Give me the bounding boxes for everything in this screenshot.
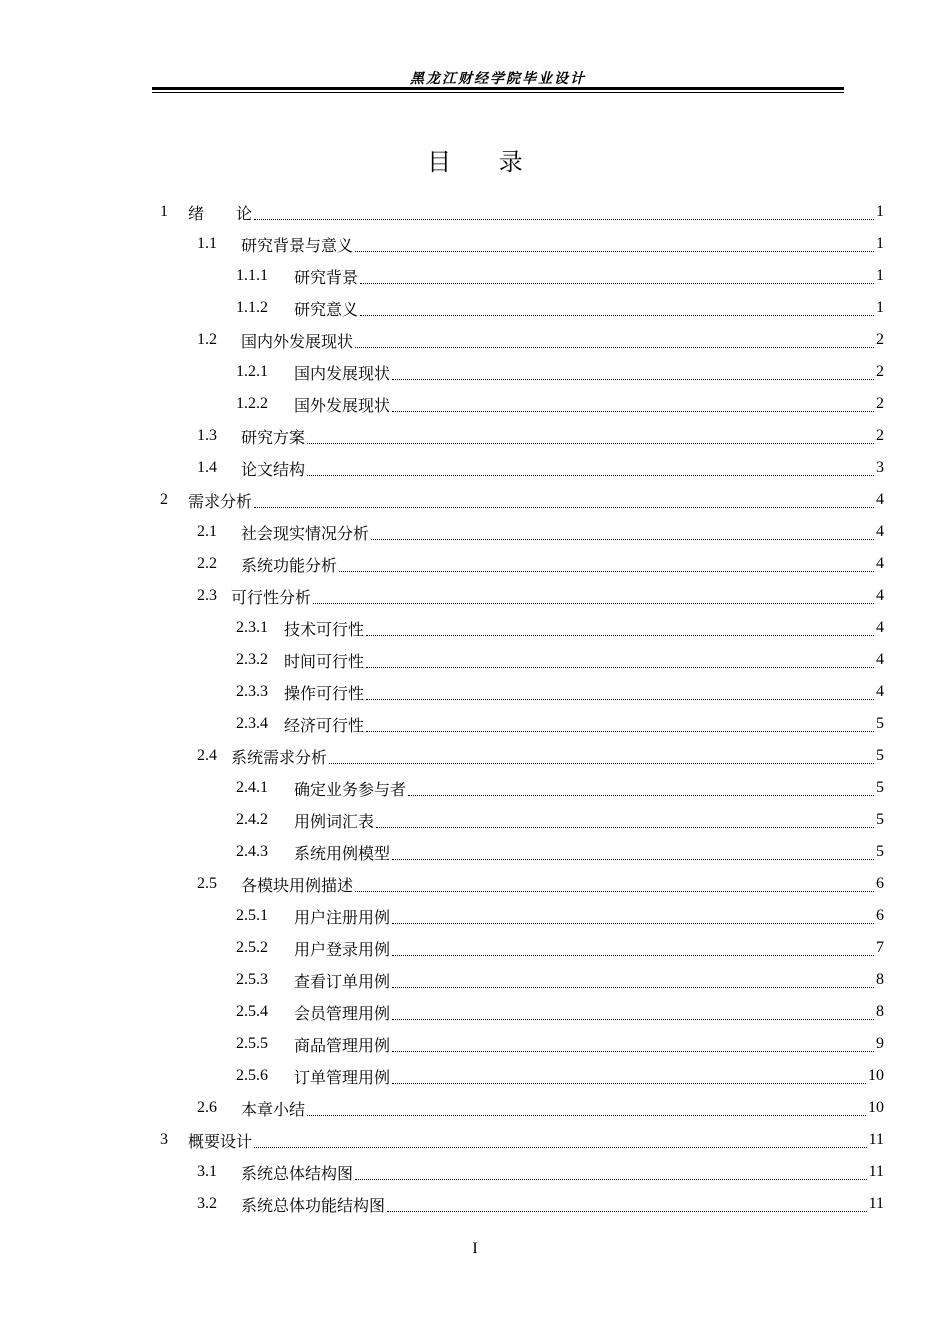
toc-entry[interactable] bbox=[197, 452, 884, 484]
toc-entry-number: 3.2 bbox=[197, 1195, 217, 1212]
toc-leader-dots bbox=[307, 1101, 866, 1116]
toc-entry-label: 系统功能分析 bbox=[241, 555, 338, 575]
toc-leader-dots bbox=[392, 845, 874, 860]
toc-entry[interactable] bbox=[197, 1188, 884, 1220]
toc-leader-dots bbox=[387, 1197, 867, 1212]
page-number: I bbox=[472, 1240, 478, 1257]
toc-entry-number: 2.4.1 bbox=[236, 779, 268, 796]
toc-entry-label: 研究意义 bbox=[294, 299, 359, 319]
toc-entry-page: 6 bbox=[876, 875, 884, 892]
toc-leader-dots bbox=[392, 1005, 874, 1020]
toc-entry-page: 11 bbox=[868, 1131, 884, 1148]
toc-entry-page: 10 bbox=[868, 1099, 884, 1116]
toc-entry-label: 系统用例模型 bbox=[294, 843, 391, 863]
toc-entry-page: 4 bbox=[876, 491, 884, 508]
toc-entry-page: 4 bbox=[876, 651, 884, 668]
toc-entry[interactable] bbox=[236, 1028, 884, 1060]
toc-entry-label: 商品管理用例 bbox=[294, 1035, 391, 1055]
toc-leader-dots bbox=[355, 877, 874, 892]
toc-entry-label: 研究背景与意义 bbox=[241, 235, 354, 255]
toc-entry[interactable] bbox=[236, 996, 884, 1028]
toc-leader-dots bbox=[366, 653, 874, 668]
toc-entry[interactable] bbox=[236, 356, 884, 388]
header-rule-thick bbox=[152, 87, 844, 90]
toc-entry-number: 2.5 bbox=[197, 875, 217, 892]
toc-entry[interactable] bbox=[236, 676, 884, 708]
toc-entry-label: 系统需求分析 bbox=[231, 747, 328, 767]
toc-leader-dots bbox=[392, 397, 874, 412]
toc-entry-number: 1.4 bbox=[197, 459, 217, 476]
toc-entry-label: 国内外发展现状 bbox=[241, 331, 354, 351]
toc-entry-label: 研究背景 bbox=[294, 267, 359, 287]
toc-entry[interactable] bbox=[197, 580, 884, 612]
toc-entry-page: 5 bbox=[876, 747, 884, 764]
toc-leader-dots bbox=[408, 781, 874, 796]
toc-entry[interactable] bbox=[160, 1124, 884, 1156]
toc-leader-dots bbox=[254, 493, 874, 508]
toc-entry-number: 1.2.2 bbox=[236, 395, 268, 412]
toc-entry-number: 2.4.3 bbox=[236, 843, 268, 860]
toc-leader-dots bbox=[392, 1069, 866, 1084]
toc-entry-number: 2.5.2 bbox=[236, 939, 268, 956]
toc-entry-label: 绪 论 bbox=[188, 203, 253, 223]
toc-entry[interactable] bbox=[197, 324, 884, 356]
toc-entry-page: 1 bbox=[876, 299, 884, 316]
toc-entry-number: 2.3.4 bbox=[236, 715, 268, 732]
toc-entry-page: 2 bbox=[876, 427, 884, 444]
toc-entry-label: 技术可行性 bbox=[284, 619, 365, 639]
toc-entry-page: 5 bbox=[876, 779, 884, 796]
toc-entry[interactable] bbox=[236, 260, 884, 292]
toc-entry-page: 11 bbox=[868, 1195, 884, 1212]
toc-entry-label: 系统总体结构图 bbox=[241, 1163, 354, 1183]
toc-entry-label: 可行性分析 bbox=[231, 587, 312, 607]
toc-leader-dots bbox=[392, 909, 874, 924]
toc-entry-page: 8 bbox=[876, 971, 884, 988]
toc-entry[interactable] bbox=[236, 836, 884, 868]
toc-entry-label: 订单管理用例 bbox=[294, 1067, 391, 1087]
toc-entry-number: 1.2.1 bbox=[236, 363, 268, 380]
toc-entry[interactable] bbox=[197, 548, 884, 580]
toc-entry-page: 6 bbox=[876, 907, 884, 924]
toc-entry-page: 1 bbox=[876, 203, 884, 220]
toc-entry-label: 需求分析 bbox=[188, 491, 253, 511]
toc-entry-label: 概要设计 bbox=[188, 1131, 253, 1151]
toc-leader-dots bbox=[366, 717, 874, 732]
toc-leader-dots bbox=[371, 525, 874, 540]
toc-entry[interactable] bbox=[197, 868, 884, 900]
toc-entry[interactable] bbox=[197, 516, 884, 548]
toc-entry[interactable] bbox=[197, 1092, 884, 1124]
toc-entry[interactable] bbox=[236, 612, 884, 644]
toc-entry-page: 4 bbox=[876, 587, 884, 604]
toc-leader-dots bbox=[355, 333, 874, 348]
toc-entry[interactable] bbox=[236, 388, 884, 420]
header-rule-thin bbox=[152, 92, 844, 93]
toc-entry-page: 9 bbox=[876, 1035, 884, 1052]
toc-leader-dots bbox=[392, 1037, 874, 1052]
toc-entry-label: 用户注册用例 bbox=[294, 907, 391, 927]
toc-entry-number: 1 bbox=[160, 203, 168, 220]
toc-entry-number: 2.3.2 bbox=[236, 651, 268, 668]
toc-entry[interactable] bbox=[160, 484, 884, 516]
toc-leader-dots bbox=[366, 621, 874, 636]
toc-leader-dots bbox=[392, 365, 874, 380]
toc-leader-dots bbox=[376, 813, 874, 828]
toc-entry-number: 2.4 bbox=[197, 747, 217, 764]
toc-entry-page: 11 bbox=[868, 1163, 884, 1180]
toc-entry-label: 经济可行性 bbox=[284, 715, 365, 735]
toc-entry[interactable] bbox=[197, 228, 884, 260]
toc-leader-dots bbox=[339, 557, 874, 572]
toc-leader-dots bbox=[254, 205, 874, 220]
toc-entry[interactable] bbox=[236, 772, 884, 804]
toc-leader-dots bbox=[360, 301, 874, 316]
toc-leader-dots bbox=[355, 1165, 867, 1180]
toc-entry-page: 2 bbox=[876, 331, 884, 348]
running-header: 黑龙江财经学院毕业设计 bbox=[410, 71, 586, 87]
toc-leader-dots bbox=[366, 685, 874, 700]
toc-entry-page: 4 bbox=[876, 683, 884, 700]
toc-entry-label: 会员管理用例 bbox=[294, 1003, 391, 1023]
toc-entry-page: 1 bbox=[876, 235, 884, 252]
toc-entry[interactable] bbox=[236, 708, 884, 740]
toc-entry-number: 2.3 bbox=[197, 587, 217, 604]
toc-entry-number: 2.5.4 bbox=[236, 1003, 268, 1020]
toc-entry[interactable] bbox=[236, 644, 884, 676]
toc-leader-dots bbox=[355, 237, 874, 252]
toc-entry-label: 国内发展现状 bbox=[294, 363, 391, 383]
toc-entry[interactable] bbox=[236, 932, 884, 964]
toc-entry-label: 论文结构 bbox=[241, 459, 306, 479]
toc-entry[interactable] bbox=[197, 1156, 884, 1188]
toc-entry-label: 时间可行性 bbox=[284, 651, 365, 671]
toc-entry-number: 1.3 bbox=[197, 427, 217, 444]
toc-entry-page: 4 bbox=[876, 523, 884, 540]
toc-entry[interactable] bbox=[236, 1060, 884, 1092]
toc-entry-number: 1.1 bbox=[197, 235, 217, 252]
toc-entry-number: 2.5.6 bbox=[236, 1067, 268, 1084]
toc-entry-number: 3.1 bbox=[197, 1163, 217, 1180]
toc-entry[interactable] bbox=[197, 420, 884, 452]
toc-entry-page: 8 bbox=[876, 1003, 884, 1020]
toc-entry-number: 2 bbox=[160, 491, 168, 508]
toc-entry-number: 1.2 bbox=[197, 331, 217, 348]
toc-leader-dots bbox=[254, 1133, 867, 1148]
toc-entry-number: 2.6 bbox=[197, 1099, 217, 1116]
toc-entry[interactable] bbox=[236, 292, 884, 324]
toc-entry-page: 5 bbox=[876, 843, 884, 860]
toc-entry-label: 操作可行性 bbox=[284, 683, 365, 703]
toc-entry-page: 4 bbox=[876, 619, 884, 636]
toc-entry-number: 2.1 bbox=[197, 523, 217, 540]
toc-entry-page: 5 bbox=[876, 811, 884, 828]
toc-entry-page: 5 bbox=[876, 715, 884, 732]
toc-entry[interactable] bbox=[236, 804, 884, 836]
toc-entry-page: 10 bbox=[868, 1067, 884, 1084]
toc-entry-label: 系统总体功能结构图 bbox=[241, 1195, 386, 1215]
toc-entry-label: 用户登录用例 bbox=[294, 939, 391, 959]
toc-entry-page: 7 bbox=[876, 939, 884, 956]
toc-entry-number: 3 bbox=[160, 1131, 168, 1148]
toc-entry-number: 2.5.3 bbox=[236, 971, 268, 988]
toc-entry[interactable] bbox=[160, 196, 884, 228]
toc-leader-dots bbox=[307, 461, 874, 476]
toc-leader-dots bbox=[329, 749, 874, 764]
toc-entry-label: 研究方案 bbox=[241, 427, 306, 447]
toc-entry-label: 社会现实情况分析 bbox=[241, 523, 370, 543]
toc-entry-page: 3 bbox=[876, 459, 884, 476]
toc-entry-number: 2.3.3 bbox=[236, 683, 268, 700]
toc-leader-dots bbox=[392, 973, 874, 988]
toc-leader-dots bbox=[360, 269, 874, 284]
toc-entry-label: 用例词汇表 bbox=[294, 811, 375, 831]
page-title: 目 录 bbox=[427, 148, 523, 176]
toc-entry-page: 2 bbox=[876, 363, 884, 380]
toc-entry-number: 2.5.1 bbox=[236, 907, 268, 924]
toc-entry-page: 4 bbox=[876, 555, 884, 572]
toc-entry-page: 2 bbox=[876, 395, 884, 412]
toc-entry-label: 确定业务参与者 bbox=[294, 779, 407, 799]
toc-entry-page: 1 bbox=[876, 267, 884, 284]
toc-leader-dots bbox=[313, 589, 874, 604]
toc-entry-label: 各模块用例描述 bbox=[241, 875, 354, 895]
toc-leader-dots bbox=[392, 941, 874, 956]
toc-entry[interactable] bbox=[236, 900, 884, 932]
toc-entry-number: 2.2 bbox=[197, 555, 217, 572]
toc-entry-number: 2.4.2 bbox=[236, 811, 268, 828]
toc-entry-number: 2.3.1 bbox=[236, 619, 268, 636]
toc-entry-label: 查看订单用例 bbox=[294, 971, 391, 991]
toc-entry-label: 国外发展现状 bbox=[294, 395, 391, 415]
toc-entry-number: 1.1.2 bbox=[236, 299, 268, 316]
toc-entry-label: 本章小结 bbox=[241, 1099, 306, 1119]
toc-entry[interactable] bbox=[236, 964, 884, 996]
toc-entry-number: 1.1.1 bbox=[236, 267, 268, 284]
toc-entry-number: 2.5.5 bbox=[236, 1035, 268, 1052]
toc-leader-dots bbox=[307, 429, 874, 444]
toc-entry[interactable] bbox=[197, 740, 884, 772]
